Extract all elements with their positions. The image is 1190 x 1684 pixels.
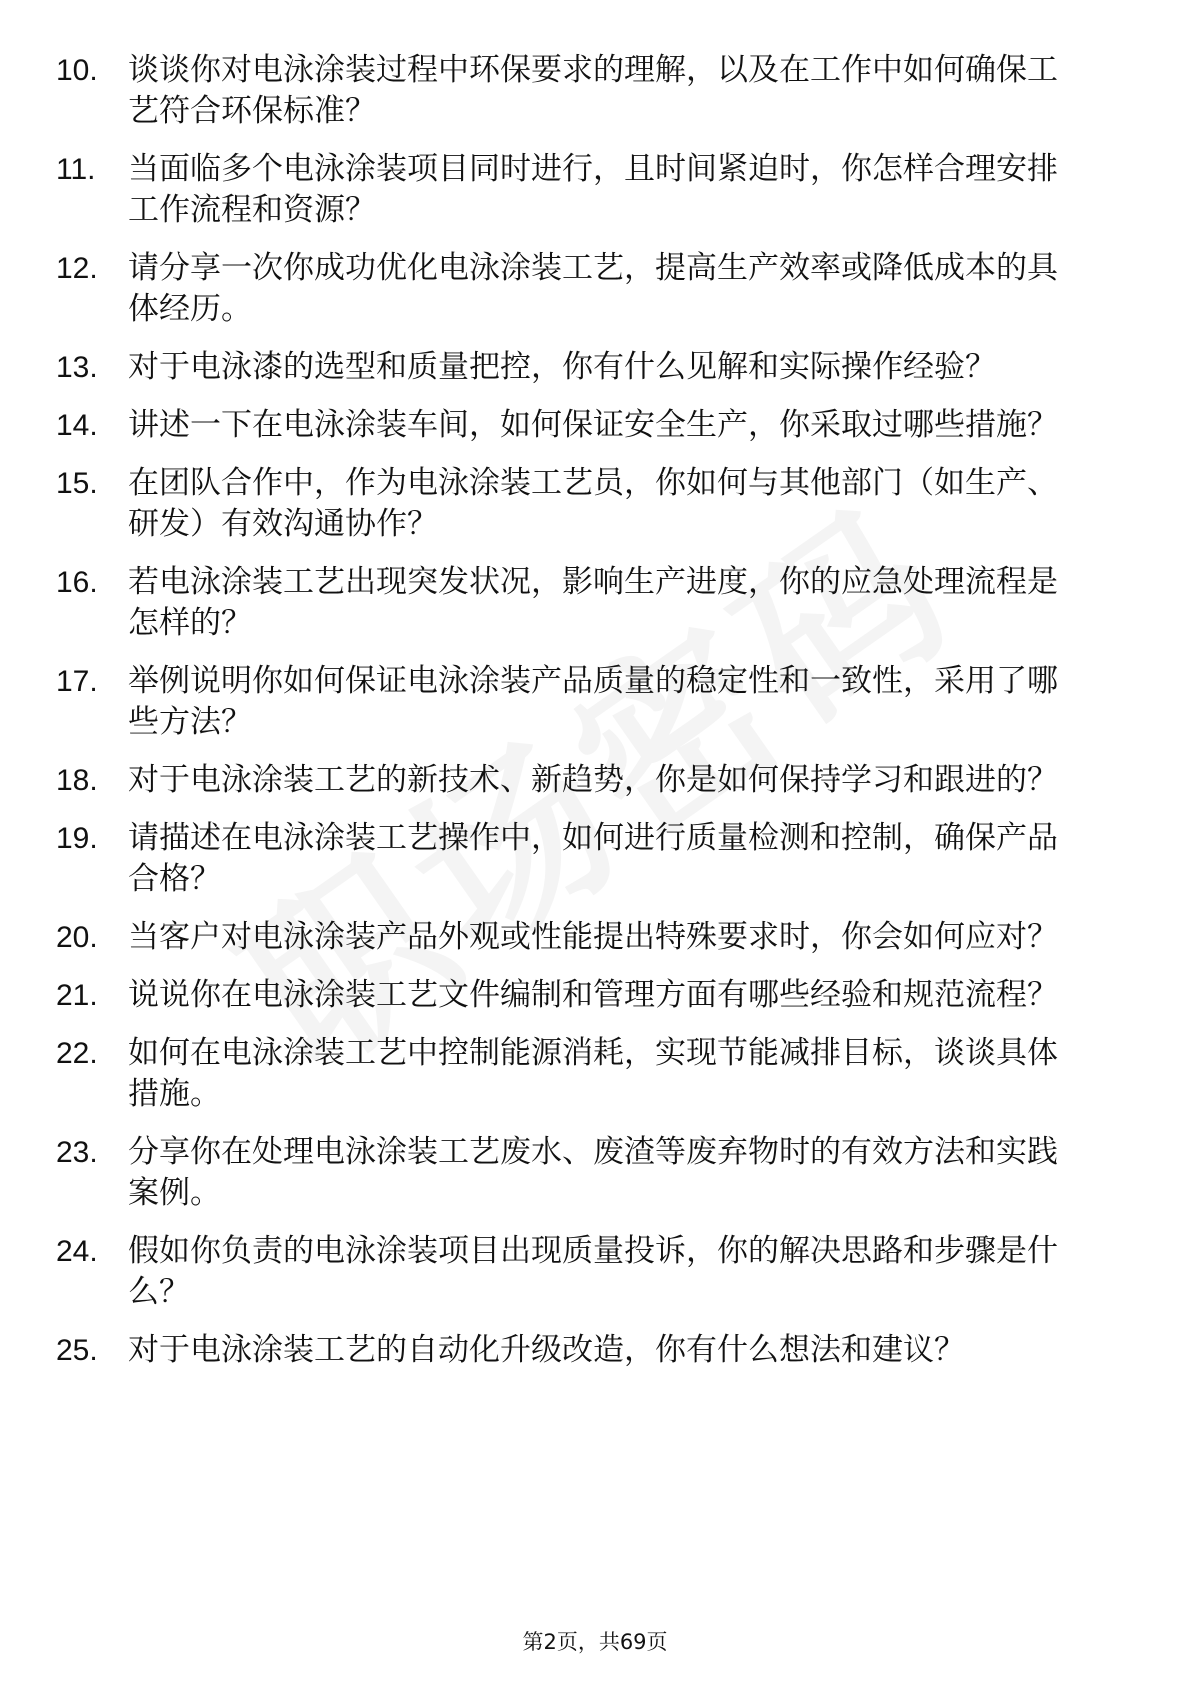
question-text: 假如你负责的电泳涂装项目出现质量投诉，你的解决思路和步骤是什么？ bbox=[128, 1233, 1058, 1310]
question-text: 说说你在电泳涂装工艺文件编制和管理方面有哪些经验和规范流程？ bbox=[128, 977, 1058, 1013]
question-item bbox=[0, 562, 1190, 644]
question-item bbox=[0, 760, 1190, 801]
question-text: 对于电泳涂装工艺的新技术、新趋势，你是如何保持学习和跟进的？ bbox=[128, 762, 1058, 798]
question-text: 分享你在处理电泳涂装工艺废水、废渣等废弃物时的有效方法和实践案例。 bbox=[128, 1134, 1058, 1211]
question-item bbox=[0, 1330, 1190, 1371]
question-text: 谈谈你对电泳涂装过程中环保要求的理解，以及在工作中如何确保工艺符合环保标准？ bbox=[128, 52, 1058, 129]
question-item bbox=[0, 818, 1190, 900]
question-number: 17. bbox=[56, 665, 98, 698]
question-text: 对于电泳涂装工艺的自动化升级改造，你有什么想法和建议？ bbox=[128, 1332, 965, 1368]
question-item bbox=[0, 149, 1190, 231]
question-text: 当面临多个电泳涂装项目同时进行，且时间紧迫时，你怎样合理安排工作流程和资源？ bbox=[128, 151, 1058, 228]
question-text: 当客户对电泳涂装产品外观或性能提出特殊要求时，你会如何应对？ bbox=[128, 919, 1058, 955]
question-item bbox=[0, 975, 1190, 1016]
question-text: 在团队合作中，作为电泳涂装工艺员，你如何与其他部门（如生产、研发）有效沟通协作？ bbox=[128, 465, 1058, 542]
question-text: 若电泳涂装工艺出现突发状况，影响生产进度，你的应急处理流程是怎样的？ bbox=[128, 564, 1058, 641]
question-item bbox=[0, 347, 1190, 388]
question-item bbox=[0, 1132, 1190, 1214]
page-footer: 第2页，共69页 bbox=[522, 1630, 668, 1654]
question-item bbox=[0, 661, 1190, 743]
question-number: 23. bbox=[56, 1136, 98, 1169]
question-text: 举例说明你如何保证电泳涂装产品质量的稳定性和一致性，采用了哪些方法？ bbox=[128, 663, 1058, 740]
question-number: 21. bbox=[56, 979, 98, 1012]
question-list bbox=[0, 50, 1190, 1388]
question-text: 讲述一下在电泳涂装车间，如何保证安全生产，你采取过哪些措施？ bbox=[128, 407, 1058, 443]
question-text: 请描述在电泳涂装工艺操作中，如何进行质量检测和控制，确保产品合格？ bbox=[128, 820, 1058, 897]
question-number: 10. bbox=[56, 54, 98, 87]
question-number: 16. bbox=[56, 566, 98, 599]
question-number: 25. bbox=[56, 1334, 98, 1367]
question-item bbox=[0, 1033, 1190, 1115]
question-number: 11. bbox=[56, 153, 96, 186]
question-number: 24. bbox=[56, 1235, 98, 1268]
question-number: 14. bbox=[56, 409, 98, 442]
question-item bbox=[0, 405, 1190, 446]
question-item bbox=[0, 463, 1190, 545]
question-number: 13. bbox=[56, 351, 98, 384]
question-item bbox=[0, 1231, 1190, 1313]
question-number: 20. bbox=[56, 921, 98, 954]
question-number: 15. bbox=[56, 467, 98, 500]
question-item bbox=[0, 248, 1190, 330]
question-text: 对于电泳漆的选型和质量把控，你有什么见解和实际操作经验？ bbox=[128, 349, 996, 385]
question-item bbox=[0, 917, 1190, 958]
question-number: 12. bbox=[56, 252, 98, 285]
question-text: 如何在电泳涂装工艺中控制能源消耗，实现节能减排目标，谈谈具体措施。 bbox=[128, 1035, 1058, 1112]
question-number: 22. bbox=[56, 1037, 98, 1070]
question-text: 请分享一次你成功优化电泳涂装工艺，提高生产效率或降低成本的具体经历。 bbox=[128, 250, 1058, 327]
question-item bbox=[0, 50, 1190, 132]
question-number: 18. bbox=[56, 764, 98, 797]
question-number: 19. bbox=[56, 822, 98, 855]
